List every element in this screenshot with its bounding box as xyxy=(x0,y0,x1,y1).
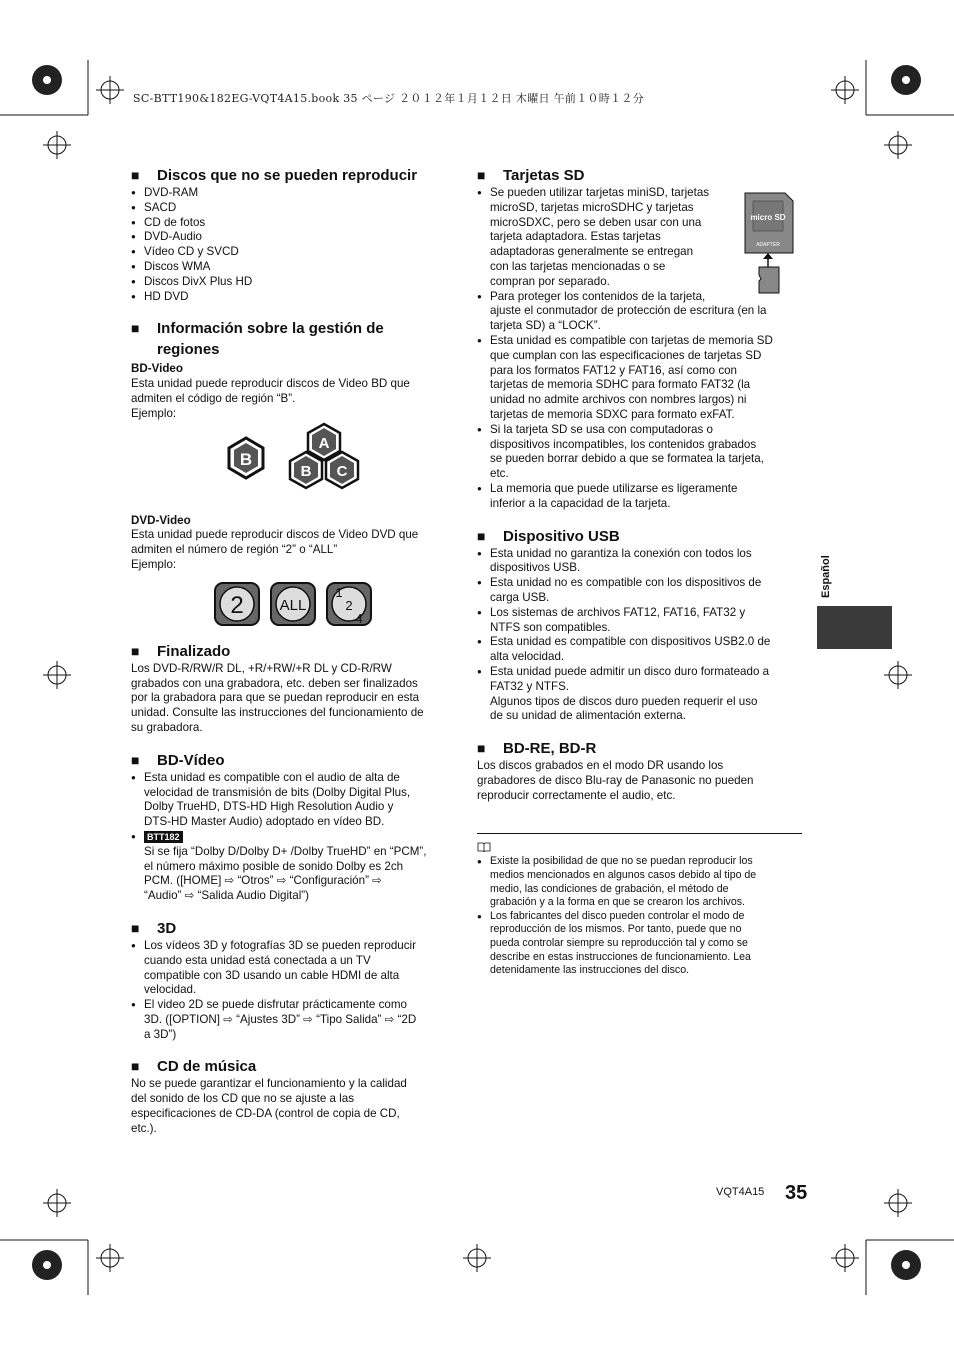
page-number: 35 xyxy=(785,1182,808,1204)
list-item: ● Vídeo CD y SVCD xyxy=(131,245,456,260)
text-line: 3D. ([OPTION] ⇨ “Ajustes 3D” ⇨ “Tipo Salida” ⇨ “2D xyxy=(144,1012,417,1026)
text-line: ● El video 2D se puede disfrutar prácticamente como xyxy=(144,998,407,1012)
text-line: su grabadora. xyxy=(131,720,203,734)
region-2-icon xyxy=(213,581,261,627)
list-item: ● SACD xyxy=(131,201,456,216)
text-line: pueda controlar siempre su reproducción tal y como se xyxy=(490,937,748,950)
text-line: dispositivos incompatibles, los contenidos grabados xyxy=(490,437,757,451)
svg-text:C: C xyxy=(336,462,348,480)
list-item xyxy=(131,998,456,1042)
text-line: ● Existe la posibilidad de que no se puedan reproducir los xyxy=(490,855,753,868)
square-icon: ■ xyxy=(131,1058,140,1075)
list-item xyxy=(477,423,802,482)
text-line: detenidamente las instrucciones del disco. xyxy=(490,964,690,977)
text-line: Dolby TrueHD, DTS-HD High Resolution Audio y xyxy=(144,800,394,814)
paragraph xyxy=(131,1077,456,1136)
text-line: tarjetas de memoria SDHC para formato FAT32 (la xyxy=(490,378,751,392)
text-line: etc.). xyxy=(131,1121,157,1135)
list-item: ● Discos DivX Plus HD xyxy=(131,275,456,290)
text-line: unidad no admite archivos con nombres largos) ni xyxy=(490,393,747,407)
svg-text:2: 2 xyxy=(345,597,353,613)
list-item xyxy=(477,547,802,577)
text-line: describe en estas instrucciones de funcionamiento. Lea xyxy=(490,950,751,963)
text-line: reproducir correctamente el audio, etc. xyxy=(477,788,676,802)
dvd-video-label: DVD-Video xyxy=(131,513,191,527)
book-icon xyxy=(477,842,491,852)
text-line: inferior a la capacidad de la tarjeta. xyxy=(490,496,671,510)
text-line: ● Esta unidad es compatible con tarjetas de memoria SD xyxy=(490,333,773,347)
text-line: compatible con 3D usando un cable HDMI de alta xyxy=(144,968,400,982)
list-item: ● CD de fotos xyxy=(131,216,456,231)
region-abc-icon xyxy=(287,422,361,494)
text-line: alta velocidad. xyxy=(490,650,565,664)
bullet-list xyxy=(477,547,802,725)
bullet-list xyxy=(477,855,802,977)
text-line: FAT32 y NTFS. xyxy=(490,679,570,693)
print-header: SC-BTT190&182EG-VQT4A15.book 35 ページ ２０１２年１月１２日 木曜日 午前１０時１２分 xyxy=(133,92,644,105)
square-icon: ■ xyxy=(131,642,140,659)
square-icon: ■ xyxy=(477,167,486,183)
list-item: ● DVD-RAM xyxy=(131,186,456,201)
list-item: ● Discos WMA xyxy=(131,260,456,275)
text-line: por la grabadora para que se puedan reproducir en esta xyxy=(131,691,420,705)
list-item xyxy=(477,290,802,334)
text-line: Los discos grabados en el modo DR usando los xyxy=(477,759,724,773)
list-item xyxy=(131,939,456,998)
example-label: Ejemplo: xyxy=(131,557,177,571)
disc-list xyxy=(131,186,456,304)
section-title: ■ Dispositivo USB xyxy=(477,527,620,545)
dvd-region-icons xyxy=(131,573,456,629)
list-item xyxy=(477,665,802,724)
text-line: ● Los fabricantes del disco pueden controlar el modo de xyxy=(490,909,745,922)
text-line: ● Esta unidad es compatible con el audio de alta de xyxy=(144,770,400,784)
svg-text:4: 4 xyxy=(355,610,363,626)
text-line: “Audio” ⇨ “Salida Audio Digital”) xyxy=(144,889,310,903)
text-line: grabados con una grabadora, etc. deben ser finalizados xyxy=(131,676,418,690)
text-line: de su unidad de alimentación externa. xyxy=(490,709,686,723)
svg-text:B: B xyxy=(300,462,312,480)
bullet-list xyxy=(131,939,456,1043)
section-title: ■ 3D xyxy=(131,919,177,937)
text-line: especificaciones de CD-DA (control de copia de CD, xyxy=(131,1107,400,1121)
text-line: NTFS son compatibles. xyxy=(490,620,611,634)
list-item xyxy=(477,606,802,636)
right-column xyxy=(477,165,802,978)
list-item xyxy=(477,910,802,978)
text-line: que cumplan con las especificaciones de tarjetas SD xyxy=(490,348,762,362)
model-code: VQT4A15 xyxy=(716,1186,765,1198)
text-line: ● Esta unidad es compatible con dispositivos USB2.0 de xyxy=(490,635,771,649)
language-tab xyxy=(817,606,892,649)
text-line: ajuste el conmutador de protección de escritura (en la xyxy=(490,304,767,318)
text-line: grabadores de disco Blu-ray de Panasonic no pueden xyxy=(477,773,754,787)
list-item xyxy=(477,186,802,290)
square-icon: ■ xyxy=(477,740,486,757)
text-line: microSD, tarjetas microSDHC y tarjetas xyxy=(490,200,694,214)
svg-text:B: B xyxy=(239,449,253,469)
text-line: ● Para proteger los contenidos de la tarjeta, xyxy=(490,289,706,303)
list-item xyxy=(131,830,456,904)
text-line: grabación y a la forma en que se crearon los archivos. xyxy=(490,896,745,909)
text-line: ● La memoria que puede utilizarse es ligeramente xyxy=(490,481,738,495)
text-line: se pueden borrar debido a que se formatea la tarjeta, xyxy=(490,452,764,466)
text-line: etc. xyxy=(490,467,509,481)
text-line: del sonido de los CD que no se ajuste a las xyxy=(131,1092,354,1106)
text-line: PCM. ([HOME] ⇨ “Otros” ⇨ “Configuración” ⇨ xyxy=(144,874,382,888)
paragraph: admiten el código de región “B”. xyxy=(131,391,296,405)
text-line: ● Los sistemas de archivos FAT12, FAT16, FAT32 y xyxy=(490,605,746,619)
text-line: con las tarjetas mencionadas o se xyxy=(490,259,666,273)
section-title: ■ CD de música xyxy=(131,1058,257,1076)
section-title: ■ Tarjetas SD xyxy=(477,167,585,184)
square-icon: ■ xyxy=(131,167,140,183)
language-label: Español xyxy=(820,555,832,598)
note-box xyxy=(477,833,802,977)
text-line: ● Esta unidad puede admitir un disco duro formateado a xyxy=(490,664,770,678)
bd-region-icons xyxy=(131,422,456,514)
text-line: Los DVD-R/RW/R DL, +R/+RW/+R DL y CD-R/RW xyxy=(131,661,392,675)
list-item xyxy=(477,576,802,606)
list-item xyxy=(131,771,456,830)
bullet-list xyxy=(131,771,456,904)
bullet-list xyxy=(477,186,802,512)
text-line: ● Esta unidad no garantiza la conexión con todos los xyxy=(490,546,752,560)
text-line: Si se fija “Dolby D/Dolby D+ /Dolby TrueHD” en “PCM”, xyxy=(144,844,427,858)
text-line: a 3D”) xyxy=(144,1027,177,1041)
paragraph: admiten el número de región “2” o “ALL” xyxy=(131,543,338,557)
text-line: tarjetas de memoria SDXC para formato exFAT. xyxy=(490,407,735,421)
region-124-icon xyxy=(325,581,373,627)
left-column xyxy=(131,165,456,1137)
section-title: ■ BD-RE, BD-R xyxy=(477,740,597,758)
svg-text:ALL: ALL xyxy=(279,596,307,614)
paragraph xyxy=(131,662,456,736)
text-line: carga USB. xyxy=(490,590,550,604)
model-tag: BTT182 xyxy=(144,831,183,843)
example-label: Ejemplo: xyxy=(131,406,177,420)
list-item: ● DVD-Audio xyxy=(131,230,456,245)
text-line: Algunos tipos de discos duro pueden requerir el uso xyxy=(490,694,758,708)
list-item xyxy=(477,635,802,665)
paragraph: Esta unidad puede reproducir discos de Video DVD que xyxy=(131,528,419,542)
text-line: el número máximo posible de sonido Dolby es 2ch xyxy=(144,859,404,873)
list-item: ● HD DVD xyxy=(131,290,456,305)
svg-text:A: A xyxy=(318,434,330,452)
text-line: tarjeta SD) a “LOCK”. xyxy=(490,319,601,333)
text-line: medios mencionados en algunos casos debido al tipo de xyxy=(490,869,757,882)
text-line: ● Si la tarjeta SD se usa con computadoras o xyxy=(490,422,713,436)
text-line: No se puede garantizar el funcionamiento y la calidad xyxy=(131,1077,407,1091)
paragraph: Esta unidad puede reproducir discos de Video BD que xyxy=(131,377,410,391)
text-line: DTS-HD Master Audio) adoptado en vídeo BD. xyxy=(144,815,385,829)
paragraph xyxy=(477,759,802,803)
text-line: unidad. Consulte las instrucciones del funcionamiento de xyxy=(131,706,424,720)
text-line: microSDXC, pero se deben usar con una xyxy=(490,215,702,229)
square-icon: ■ xyxy=(131,919,140,936)
list-item xyxy=(477,855,802,909)
text-line: velocidad. xyxy=(144,983,197,997)
svg-text:1: 1 xyxy=(335,584,343,600)
section-title: ■ Discos que no se pueden reproducir xyxy=(131,167,418,184)
text-line: ● Esta unidad no es compatible con los dispositivos de xyxy=(490,576,762,590)
section-title: ■ Información sobre la gestión de regiones xyxy=(131,320,384,359)
svg-text:ADAPTER: ADAPTER xyxy=(756,242,780,248)
section-title: ■ BD-Vídeo xyxy=(131,751,225,769)
text-line: adaptadoras generalmente se entregan xyxy=(490,245,694,259)
square-icon: ■ xyxy=(477,527,486,544)
text-line: ● Los vídeos 3D y fotografías 3D se pueden reproducir xyxy=(144,938,416,952)
text-line: para los formatos FAT12 y FAT16, así como con xyxy=(490,363,738,377)
region-b-icon xyxy=(227,436,265,480)
section-title: ■ Finalizado xyxy=(131,642,231,660)
square-icon: ■ xyxy=(131,751,140,768)
text-line: dispositivos USB. xyxy=(490,561,581,575)
text-line: reproducción de los mismos. Por tanto, puede que no xyxy=(490,923,742,936)
square-icon: ■ xyxy=(131,320,140,337)
bd-video-label: BD-Video xyxy=(131,362,183,376)
text-line: cuando esta unidad está conectada a un TV xyxy=(144,953,371,967)
text-line: velocidad de transmisión de bits (Dolby Digital Plus, xyxy=(144,785,411,799)
svg-text:micro SD: micro SD xyxy=(750,213,786,222)
list-item xyxy=(477,334,802,423)
text-line: medio, las condiciones de grabación, el método de xyxy=(490,882,729,895)
text-line: compran por separado. xyxy=(490,274,610,288)
text-line: ● Se pueden utilizar tarjetas miniSD, tarjetas xyxy=(490,186,710,199)
list-item xyxy=(477,482,802,512)
text-line: tarjeta adaptadora. Estas tarjetas xyxy=(490,230,661,244)
region-all-icon xyxy=(269,581,317,627)
svg-text:2: 2 xyxy=(230,591,244,619)
